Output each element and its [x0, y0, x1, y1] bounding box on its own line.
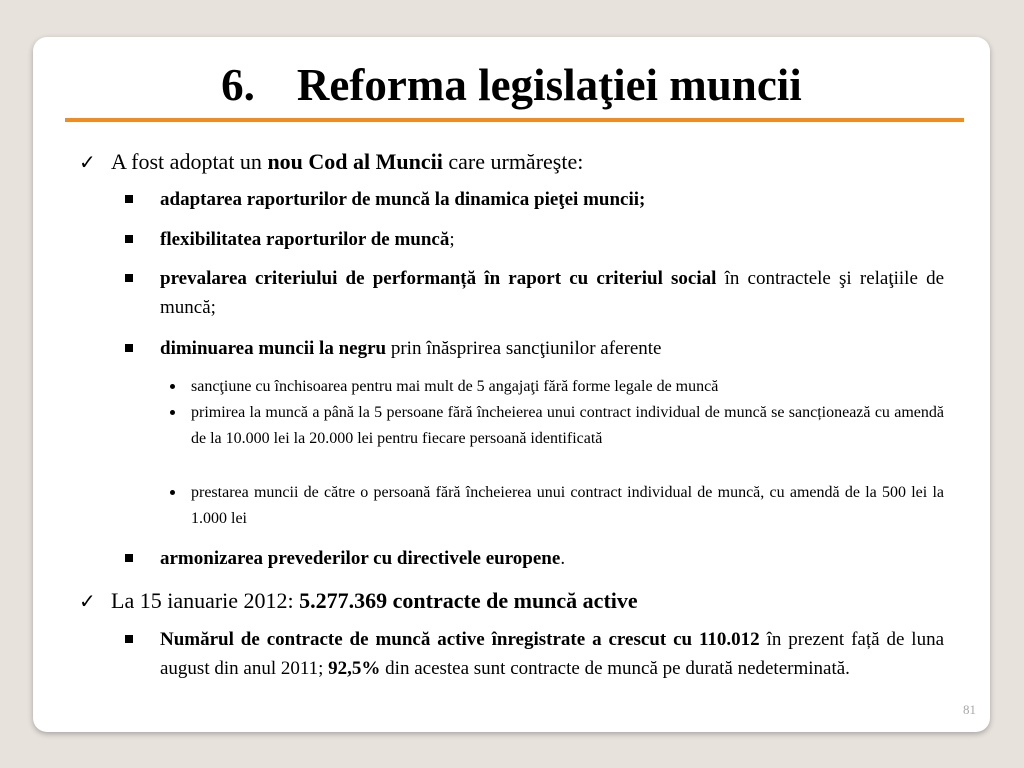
sub-bullet-2 [125, 225, 944, 254]
bullet-1 [79, 148, 959, 176]
sub-bullet-5-suffix: . [560, 548, 566, 569]
detail-point-3-text: prestarea muncii de către o persoană fără încheierea unui contract individual de muncă, cu amendă de la 500 lei la 1.000 lei [191, 484, 944, 527]
sub-bullet-1-bold: adaptarea raporturilor de muncă la dinamica pieţei muncii; [160, 189, 646, 210]
sub-bullet-1-text [160, 185, 944, 214]
sub-bullet-2-bold: flexibilitatea raporturilor de muncă [160, 229, 450, 250]
sub-bullet-2-text [160, 225, 944, 254]
sub-bullet-3-suffix: în contractele şi relaţiile de muncă; [160, 268, 944, 318]
bullet-1-bold: nou Cod al Muncii [267, 149, 443, 174]
sub-bullet-6-bold-2: 92,5% [328, 658, 381, 679]
page-number: 81 [963, 702, 976, 717]
sub-bullet-1 [125, 185, 944, 214]
sub-bullet-4-text [160, 334, 944, 363]
sub-bullet-5 [125, 544, 944, 573]
bullet-2 [79, 587, 959, 615]
title-text: Reforma legislaţiei muncii [296, 60, 802, 110]
sub-bullet-6-bold-1: Numărul de contracte de muncă active înregistrate a crescut cu 110.012 [160, 629, 760, 650]
slide [33, 37, 990, 732]
bullet-1-suffix: care urmăreşte: [442, 149, 584, 174]
round-bullet-icon [170, 490, 175, 495]
detail-point-2 [170, 400, 944, 452]
sub-bullet-3-text [160, 264, 944, 322]
sub-bullet-4-bold: diminuarea muncii la negru [160, 338, 387, 359]
detail-point-3 [170, 480, 944, 532]
detail-point-1 [170, 374, 944, 400]
sub-bullet-4-suffix: prin înăsprirea sancţiunilor aferente [386, 338, 662, 359]
sub-bullet-2-suffix: ; [449, 229, 455, 250]
sub-bullet-6-suffix: din acestea sunt contracte de muncă pe durată nedeterminată. [380, 658, 850, 679]
slide-content [33, 37, 990, 732]
bullet-1-text [111, 148, 959, 176]
sub-bullet-6 [125, 625, 944, 683]
square-bullet-icon [125, 635, 133, 643]
title-number: 6. [221, 60, 255, 110]
bullet-2-text [111, 587, 959, 615]
square-bullet-icon [125, 274, 133, 282]
square-bullet-icon [125, 235, 133, 243]
bullet-2-bold: 5.277.369 contracte de muncă active [299, 588, 638, 613]
round-bullet-icon [170, 410, 175, 415]
sub-bullet-5-bold: armonizarea prevederilor cu directivele europene [160, 548, 561, 569]
detail-point-2-text: primirea la muncă a până la 5 persoane fără încheierea unui contract individual de muncă se sancționează cu amendă de la 10.000 lei la 20.000 lei pentru fiecare persoană identificată [191, 404, 944, 447]
detail-point-1-text: sancţiune cu închisoarea pentru mai mult de 5 angajaţi fără forme legale de muncă [191, 378, 719, 395]
round-bullet-icon [170, 384, 175, 389]
sub-bullet-6-mid: în prezent față de luna august din anul 2011; [160, 629, 944, 679]
sub-bullet-3-bold: prevalarea criteriului de performanță în raport cu criteriul social [160, 268, 717, 289]
square-bullet-icon [125, 195, 133, 203]
sub-bullet-3 [125, 264, 944, 322]
bullet-2-prefix: La 15 ianuarie 2012: [111, 588, 300, 613]
bullet-1-prefix: A fost adoptat un [111, 149, 268, 174]
square-bullet-icon [125, 344, 133, 352]
square-bullet-icon [125, 554, 133, 562]
sub-bullet-6-text [160, 625, 944, 683]
checkmark-icon: ✓ [79, 150, 96, 174]
sub-bullet-5-text [160, 544, 944, 573]
checkmark-icon: ✓ [79, 589, 96, 613]
sub-bullet-4 [125, 334, 944, 363]
